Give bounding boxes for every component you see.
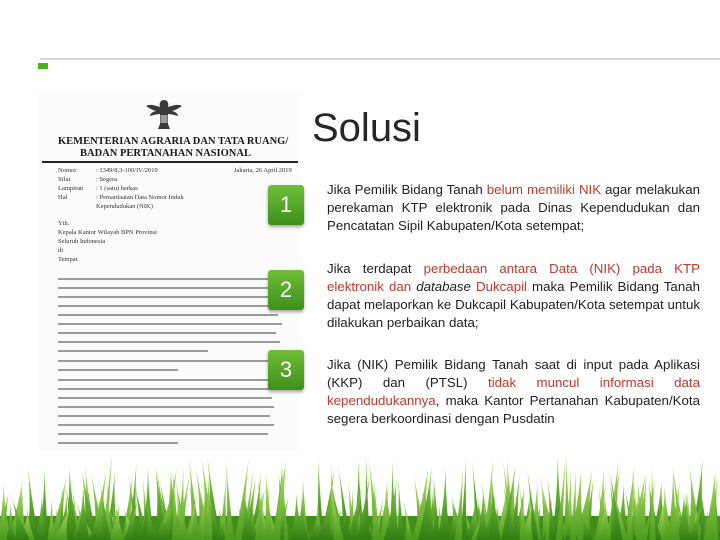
solution-text-italic: database xyxy=(416,279,471,294)
letter-body-text xyxy=(58,278,278,280)
solution-text-1 xyxy=(327,181,700,235)
letter-body-text xyxy=(58,388,274,390)
solution-text-2 xyxy=(327,260,700,332)
solution-text-highlight: belum memiliki NIK xyxy=(486,182,602,197)
letter-meta-row: Kependudukan (NIK) xyxy=(96,203,153,210)
letter-body-text xyxy=(58,424,274,426)
letter-document-image xyxy=(38,92,300,450)
letter-recipient-line: di xyxy=(58,247,64,254)
letter-body-text xyxy=(58,369,178,371)
solution-text-segment: Jika (NIK) Pemilik Bidang Tanah saat di input pada Aplikasi (KKP) dan (PTSL) xyxy=(327,357,700,390)
solution-number-badge: 2 xyxy=(268,270,304,310)
letter-header-agency: BADAN PERTANAHAN NASIONAL xyxy=(80,148,251,159)
letter-meta-row: Nomor : 1349/8.3-100/IV/2019 xyxy=(58,167,158,174)
letter-body-text xyxy=(58,415,270,417)
letter-body-text xyxy=(58,397,272,399)
header-divider xyxy=(40,58,720,60)
letter-recipient-line: Tempat xyxy=(58,256,78,263)
letter-body-text xyxy=(58,296,282,298)
accent-mark xyxy=(38,63,48,69)
solution-text-segment: , maka Kantor Pertanahan Kabupaten/Kota segera berkoordinasi dengan Pusdatin xyxy=(327,393,700,426)
letter-body-text xyxy=(58,379,270,381)
letter-body-text xyxy=(58,406,274,408)
letter-body-text xyxy=(58,305,280,307)
solution-text-segment: maka Pemilik Bidang Tanah dapat melaporkan ke Dukcapil Kabupaten/Kota setempat untuk dilakukan perbaikan data; xyxy=(327,279,700,330)
letter-meta-row: Lampiran : 1 (satu) berkas xyxy=(58,185,138,192)
letter-meta-row: Hal : Pemanfaatan Data Nomor Induk xyxy=(58,194,184,201)
letter-body-text xyxy=(58,323,282,325)
letter-body-text xyxy=(58,314,278,316)
slide-top-bar xyxy=(0,0,720,62)
solution-text-highlight: perbedaan antara Data (NIK) pada KTP elektronik dan xyxy=(327,261,701,294)
letter-date: Jakarta, 26 April 2019 xyxy=(234,167,292,174)
letter-body-text xyxy=(58,350,208,352)
letter-header-ministry: KEMENTERIAN AGRARIA DAN TATA RUANG/ xyxy=(58,136,289,147)
solution-text-highlight: tidak muncul informasi data kependudukannya xyxy=(327,375,701,408)
letter-body-text xyxy=(58,332,276,334)
letter-body-text xyxy=(58,287,280,289)
letter-recipient-line: Seluruh Indonesia xyxy=(58,238,106,245)
letter-body-text xyxy=(58,442,178,444)
letter-header-rule xyxy=(42,161,298,163)
solution-number-badge: 1 xyxy=(268,185,304,225)
letter-meta-row: Sifat : Segera xyxy=(58,176,118,183)
letter-body-text xyxy=(58,341,280,343)
solution-text-3 xyxy=(327,356,700,428)
garuda-emblem-icon xyxy=(144,96,184,132)
letter-body-text xyxy=(58,360,268,362)
solution-text-segment: Jika terdapat xyxy=(327,261,424,276)
solution-text-segment: Jika Pemilik Bidang Tanah xyxy=(327,182,487,197)
letter-recipient-line: Kepala Kantor Wilayah BPN Provinsi xyxy=(58,229,157,236)
grass-border-decoration xyxy=(0,454,720,540)
letter-recipient-line: Yth. xyxy=(58,220,70,227)
letter-body-text xyxy=(58,433,268,435)
slide-title: Solusi xyxy=(312,106,421,150)
solution-text-segment: agar melakukan perekaman KTP elektronik pada Dinas Kependudukan dan Pencatatan Sipil Kabupaten/Kota setempat; xyxy=(327,182,700,233)
solution-number-badge: 3 xyxy=(268,350,304,390)
solution-text-highlight: Dukcapil xyxy=(470,279,527,294)
